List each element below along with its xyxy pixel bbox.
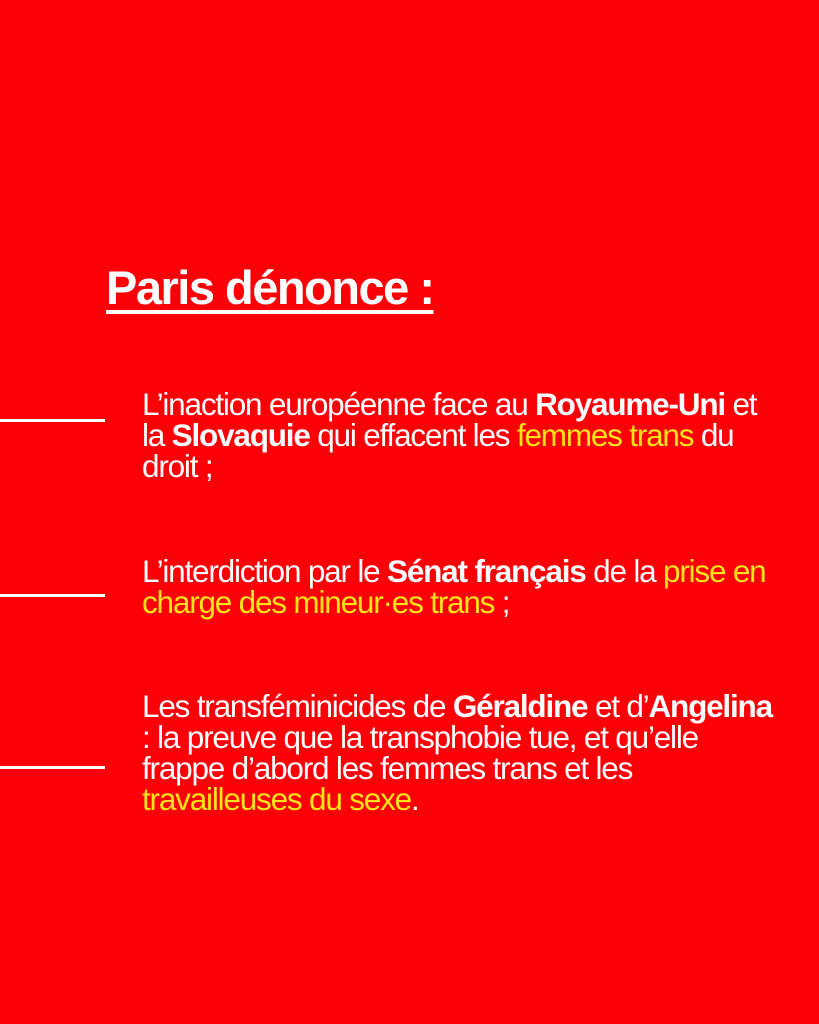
bullet-dash (0, 766, 105, 769)
point-1-bold-royaume-uni: Royaume-Uni (535, 386, 725, 422)
point-2-highlight: prise en charge des mineur·es trans (142, 553, 766, 620)
point-3-text: . (410, 781, 419, 817)
point-1-bold-slovaquie: Slovaquie (171, 417, 310, 453)
point-1-text: et la (142, 386, 757, 453)
point-3-text: et d’ (587, 688, 649, 724)
point-3-bold-geraldine: Géraldine (452, 688, 588, 724)
point-3 (142, 688, 772, 817)
point-2-text: L’interdiction par le (142, 553, 388, 589)
point-2 (142, 553, 772, 620)
point-1 (142, 386, 772, 484)
point-3-text: Les transféminicides de (142, 688, 453, 724)
point-2-text: ; (494, 584, 510, 620)
point-1-highlight: femmes trans (516, 417, 694, 453)
point-1-text: du droit ; (142, 417, 734, 484)
point-3-highlight: travailleuses du sexe (142, 781, 411, 817)
bullet-dash (0, 594, 105, 597)
point-2-text: de la (585, 553, 663, 589)
point-1-text: L’inaction européenne face au (142, 386, 536, 422)
point-1-text: qui effacent les (309, 417, 517, 453)
point-3-text: : la preuve que la transphobie tue, et qu’elle frappe d’abord les femmes trans et les (142, 719, 698, 786)
point-3-bold-angelina: Angelina (648, 688, 772, 724)
point-2-bold-senat: Sénat français (387, 553, 586, 589)
bullet-dash (0, 419, 105, 422)
page-title: Paris dénonce : (106, 261, 434, 314)
